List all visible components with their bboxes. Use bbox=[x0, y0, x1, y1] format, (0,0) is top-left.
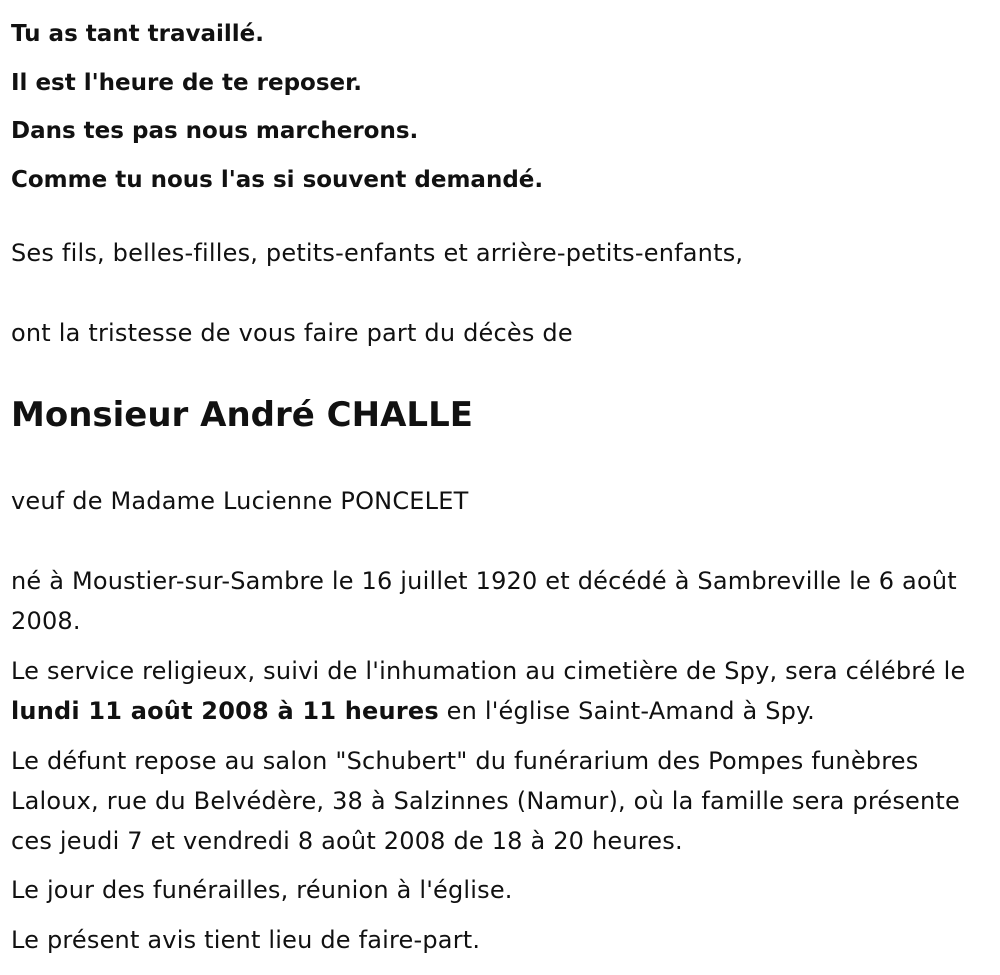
poem-line-1: Tu as tant travaillé. bbox=[11, 21, 265, 47]
notice-line: Le présent avis tient lieu de faire-part. bbox=[11, 926, 481, 954]
family-line: Ses fils, belles-filles, petits-enfants et arrière-petits-enfants, bbox=[11, 239, 744, 267]
poem bbox=[11, 10, 543, 204]
poem-line-2: Il est l'heure de te reposer. bbox=[11, 69, 362, 96]
service-date: lundi 11 août 2008 à 11 heures bbox=[11, 697, 439, 725]
poem-line-3: Dans tes pas nous marcherons. bbox=[11, 118, 419, 144]
salon-paragraph: Le défunt repose au salon "Schubert" du funérarium des Pompes funèbres Laloux, rue du Belvédère, 38 à Salzinnes (Namur), où la famille sera présente ces jeudi 7 et vendredi 8 août 2008 de 18 à 20 heures. bbox=[11, 747, 961, 855]
service-paragraph bbox=[11, 651, 986, 731]
deceased-name: Monsieur André CHALLE bbox=[11, 395, 473, 435]
announcement-line: ont la tristesse de vous faire part du décès de bbox=[11, 319, 573, 347]
service-text-after: en l'église Saint-Amand à Spy. bbox=[438, 697, 815, 725]
service-text-before: Le service religieux, suivi de l'inhumation au cimetière de Spy, sera célébré le bbox=[11, 657, 966, 685]
birth-death-paragraph: né à Moustier-sur-Sambre le 16 juillet 1920 et décédé à Sambreville le 6 août 2008. bbox=[11, 567, 957, 635]
funeral-day-line: Le jour des funérailles, réunion à l'église. bbox=[11, 876, 513, 904]
poem-line-4: Comme tu nous l'as si souvent demandé. bbox=[11, 166, 544, 193]
widow-of-line: veuf de Madame Lucienne PONCELET bbox=[11, 487, 469, 515]
